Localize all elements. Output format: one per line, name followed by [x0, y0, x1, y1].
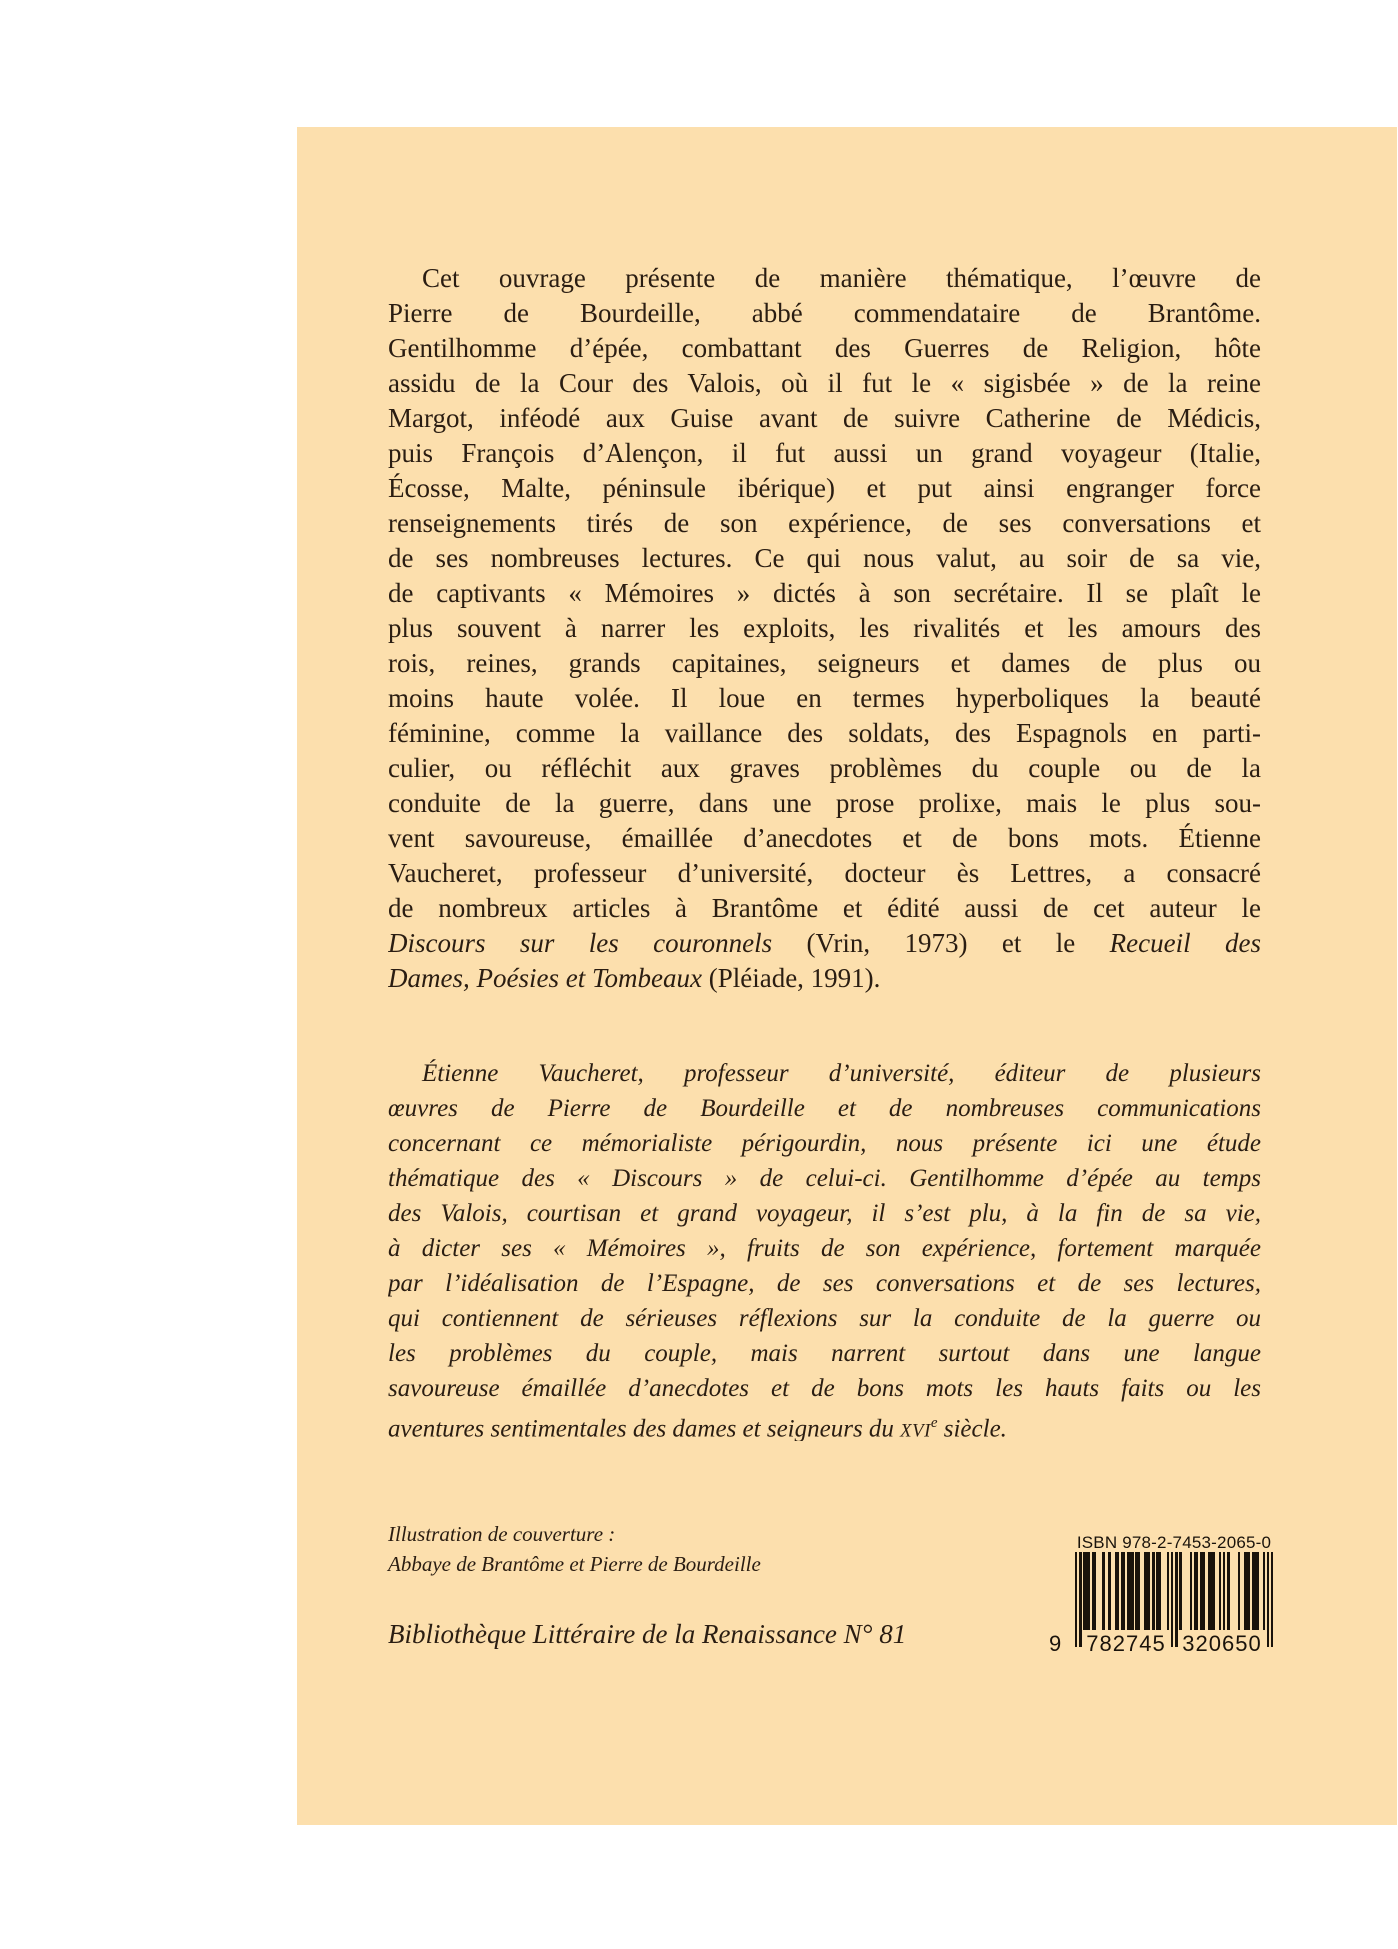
- barcode-bar: [1158, 1552, 1160, 1630]
- text-line: plus souvent à narrer les exploits, les rivalités et les amours des: [388, 613, 1261, 643]
- text-line: rois, reines, grands capitaines, seigneurs et dames de plus ou: [388, 648, 1261, 678]
- barcode-bar: [1248, 1552, 1250, 1630]
- text-line: de nombreux articles à Brantôme et édité aussi de cet auteur le: [388, 893, 1261, 923]
- barcode-bar: [1117, 1552, 1119, 1630]
- barcode-bar: [1190, 1552, 1192, 1630]
- text-line: thématique des « Discours » de celui-ci. Gentilhomme d’épée au temps: [388, 1165, 1261, 1192]
- barcode-bar: [1179, 1552, 1181, 1630]
- barcode-bar: [1131, 1552, 1133, 1630]
- text-line: renseignements tirés de son expérience, de ses conversations et: [388, 508, 1261, 538]
- text-line: féminine, comme la vaillance des soldats, des Espagnols en parti-: [388, 718, 1261, 748]
- barcode-bar: [1263, 1552, 1265, 1630]
- barcode-bar: [1202, 1552, 1204, 1630]
- barcode-bar: [1213, 1552, 1215, 1630]
- text-line: concernant ce mémorialiste périgourdin, nous présente ici une étude: [388, 1130, 1261, 1157]
- barcode-bar: [1094, 1552, 1096, 1630]
- barcode-bar: [1152, 1552, 1154, 1630]
- text-line: Cet ouvrage présente de manière thématique, l’œuvre de: [422, 263, 1261, 293]
- text-line: Vaucheret, professeur d’université, docteur ès Lettres, a consacré: [388, 858, 1261, 888]
- credit-line-2: Abbaye de Brantôme et Pierre de Bourdeille: [388, 1552, 761, 1576]
- barcode-bar: [1102, 1552, 1104, 1630]
- author-note-paragraph: [388, 1056, 1261, 1441]
- barcode-bar: [1148, 1552, 1150, 1630]
- series-title: Bibliothèque Littéraire de la Renaissance N° 81: [388, 1619, 907, 1649]
- text-line: Pierre de Bourdeille, abbé commendataire de Brantôme.: [388, 298, 1261, 328]
- text-line: de ses nombreuses lectures. Ce qui nous valut, au soir de sa vie,: [388, 543, 1261, 573]
- text-line: Écosse, Malte, péninsule ibérique) et put ainsi engranger force: [388, 473, 1261, 503]
- text-line: œuvres de Pierre de Bourdeille et de nombreuses communications: [388, 1095, 1261, 1122]
- isbn-label: ISBN 978-2-7453-2065-0: [1076, 1533, 1272, 1552]
- text-line: assidu de la Cour des Valois, où il fut le « sigisbée » de la reine: [388, 368, 1261, 398]
- text-line: de captivants « Mémoires » dictés à son secrétaire. Il se plaît le: [388, 578, 1261, 608]
- barcode-bar: [1196, 1552, 1198, 1630]
- text-line: les problèmes du couple, mais narrent surtout dans une langue: [388, 1340, 1261, 1367]
- book-description-paragraph: [388, 261, 1261, 996]
- barcode-bar: [1108, 1552, 1110, 1630]
- barcode-bar: [1238, 1552, 1240, 1630]
- barcode-bar: [1088, 1552, 1090, 1630]
- text-line: Discours sur les couronnels (Vrin, 1973) et le Recueil des: [388, 928, 1261, 958]
- book-back-cover: [297, 127, 1397, 1825]
- barcode-bar: [1227, 1552, 1229, 1630]
- text-line: puis François d’Alençon, il fut aussi un grand voyageur (Italie,: [388, 438, 1261, 468]
- barcode-bar: [1138, 1552, 1140, 1630]
- text-line: conduite de la guerre, dans une prose prolixe, mais le plus sou-: [388, 788, 1261, 818]
- text-line: vent savoureuse, émaillée d’anecdotes et de bons mots. Étienne: [388, 823, 1261, 853]
- barcode-bar: [1123, 1552, 1125, 1630]
- text-line: qui contiennent de sérieuses réflexions sur la conduite de la guerre ou: [388, 1305, 1261, 1332]
- barcode-bar: [1223, 1552, 1225, 1630]
- text-line: Gentilhomme d’épée, combattant des Guerres de Religion, hôte: [388, 333, 1261, 363]
- barcode-bar: [1167, 1552, 1169, 1630]
- text-line: Dames, Poésies et Tombeaux (Pléiade, 1991).: [388, 963, 881, 993]
- barcode-bar: [1256, 1552, 1258, 1630]
- text-line: des Valois, courtisan et grand voyageur, il s’est plu, à la fin de sa vie,: [388, 1200, 1261, 1227]
- text-line: à dicter ses « Mémoires », fruits de son expérience, fortement marquée: [388, 1235, 1261, 1262]
- credit-line-1: Illustration de couverture :: [388, 1522, 616, 1546]
- cover-illustration-credit: [388, 1519, 761, 1579]
- text-line: culier, ou réfléchit aux graves problèmes du couple ou de la: [388, 753, 1261, 783]
- text-line: savoureuse émaillée d’anecdotes et de bons mots les hauts faits ou les: [388, 1375, 1261, 1402]
- text-line: moins haute volée. Il loue en termes hyperboliques la beauté: [388, 683, 1261, 713]
- barcode-digits: [1049, 1631, 1273, 1657]
- text-line: Margot, inféodé aux Guise avant de suivre Catherine de Médicis,: [388, 403, 1261, 433]
- barcode-digit-lead: 9: [1049, 1631, 1062, 1656]
- barcode-bar: [1219, 1552, 1221, 1630]
- text-line: Étienne Vaucheret, professeur d’université, éditeur de plusieurs: [422, 1060, 1261, 1087]
- barcode-digit-group1: 782745: [1086, 1631, 1166, 1656]
- text-line: aventures sentimentales des dames et seigneurs du XVIe siècle.: [388, 1415, 1007, 1441]
- text-line: par l’idéalisation de l’Espagne, de ses conversations et de ses lectures,: [388, 1270, 1261, 1297]
- barcode-digit-group2: 320650: [1182, 1631, 1262, 1656]
